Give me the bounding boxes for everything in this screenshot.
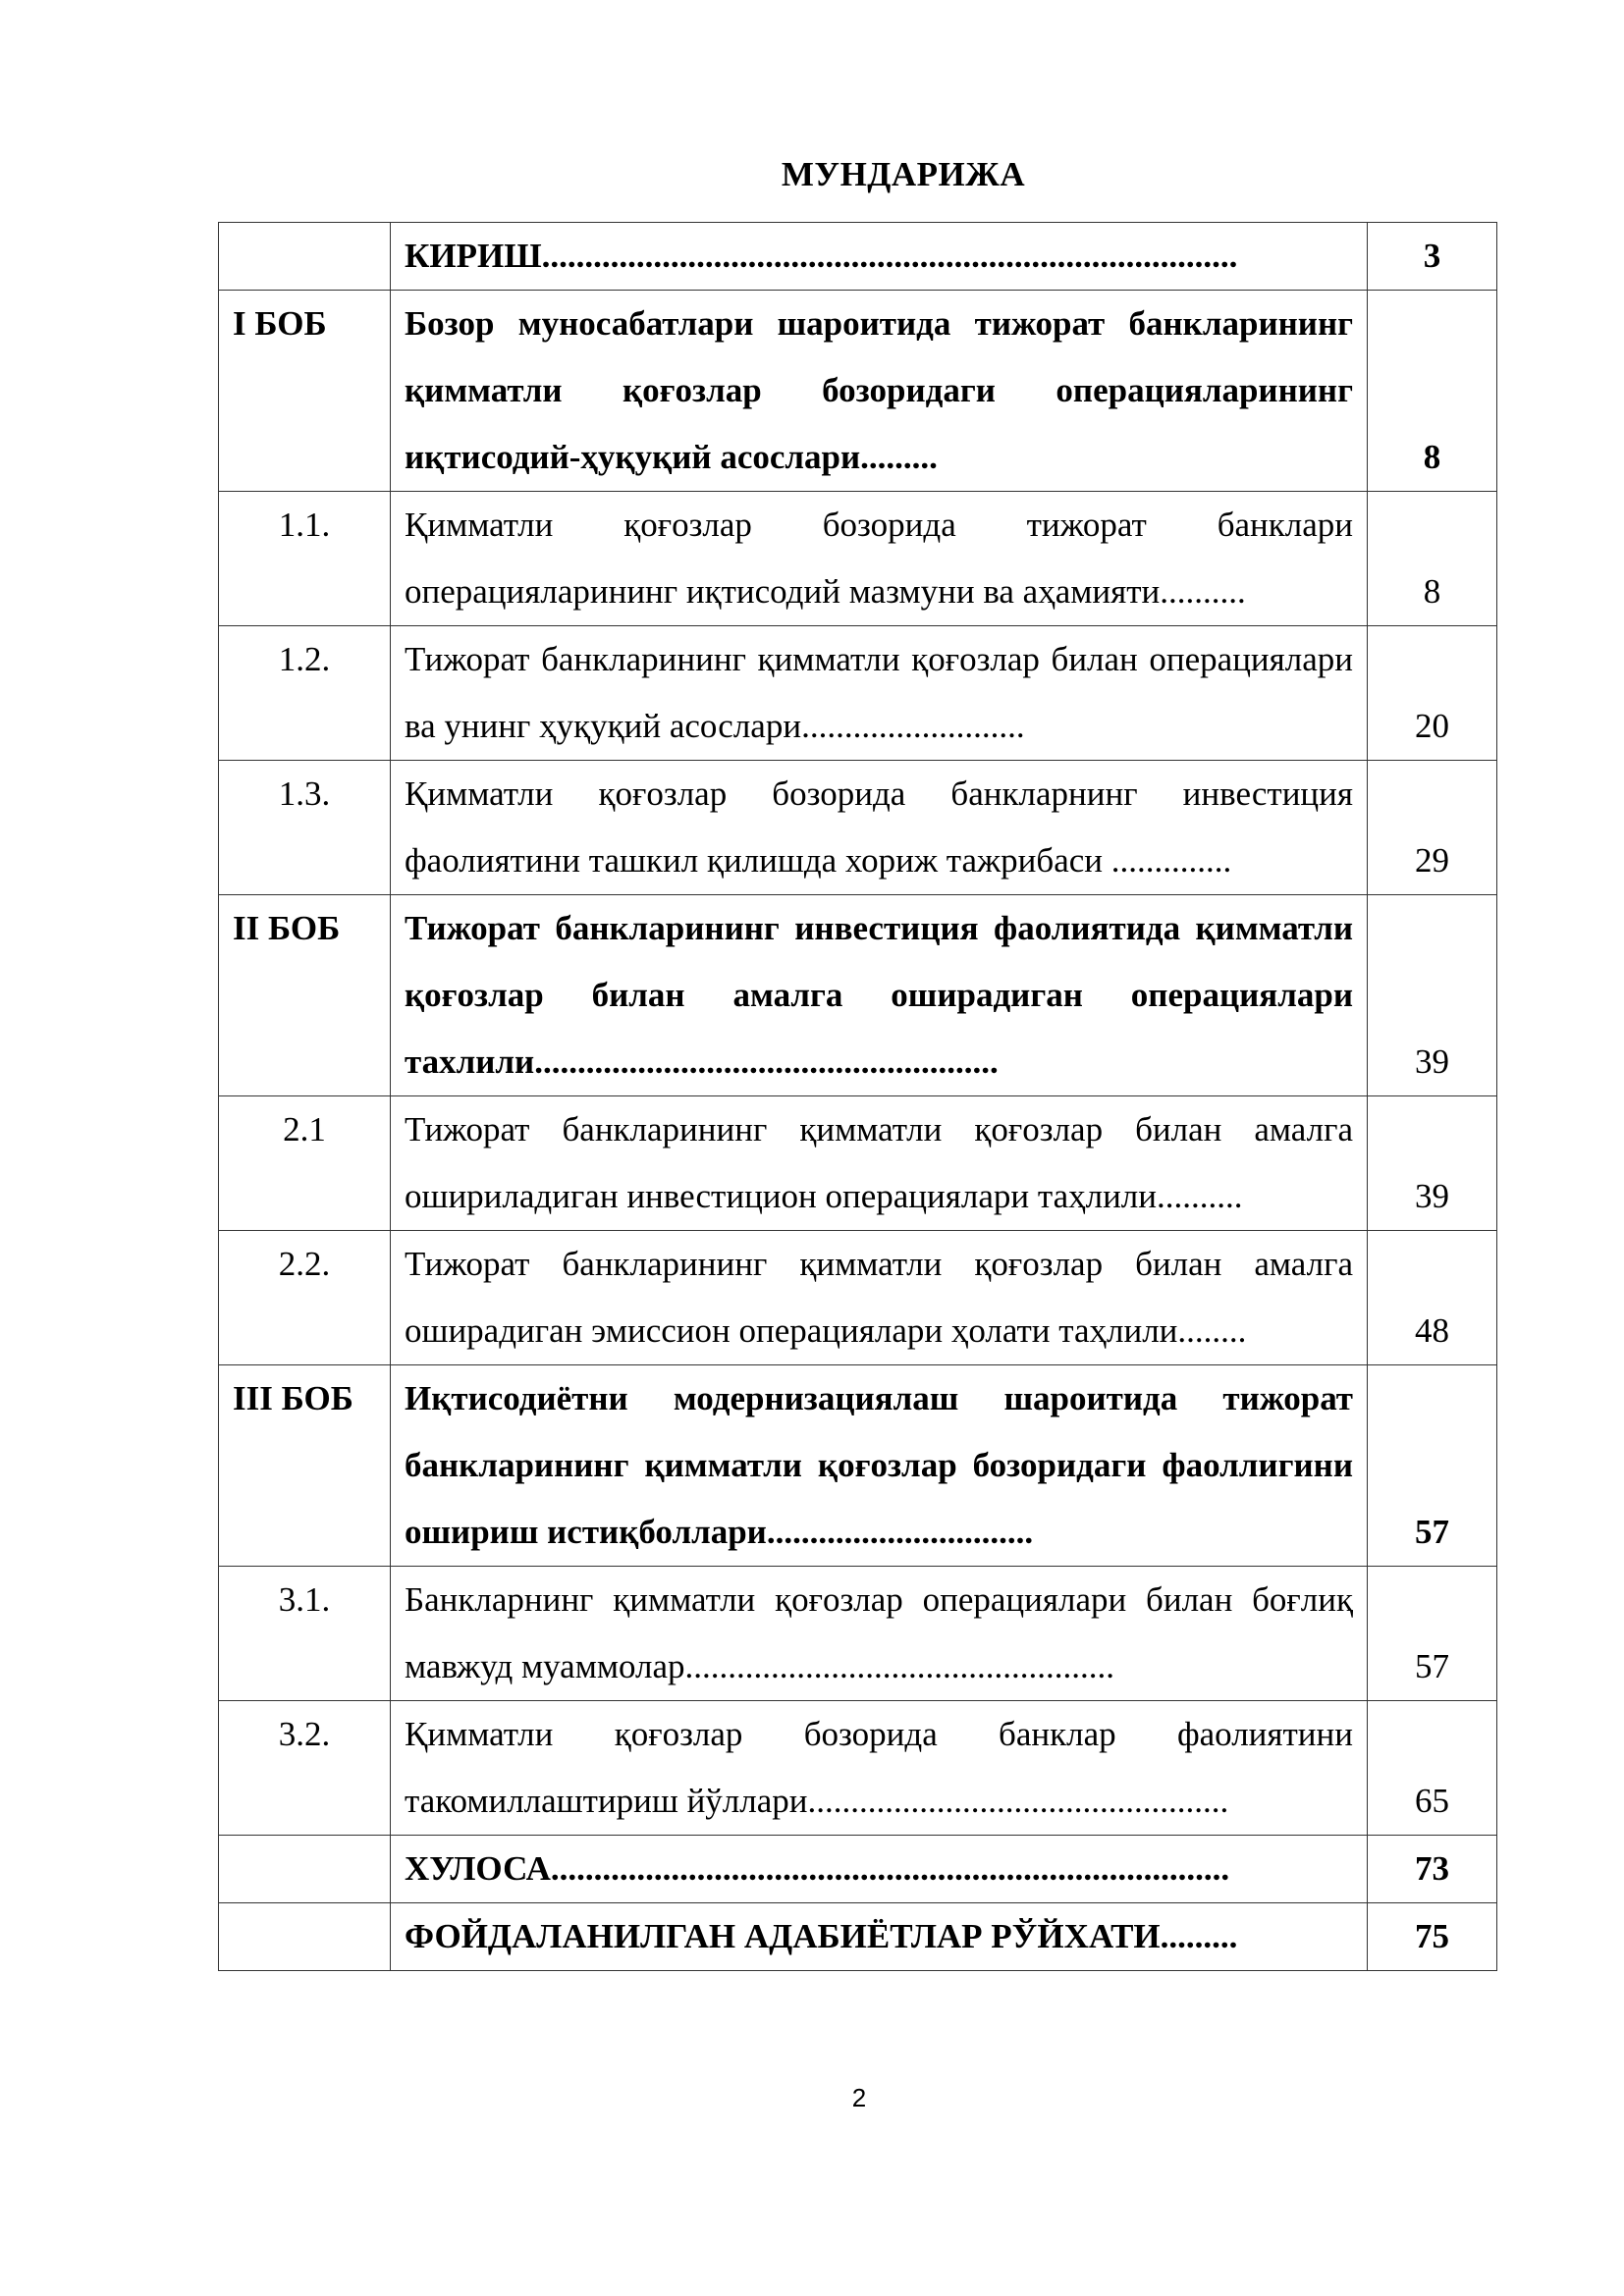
toc-number: 2.2.	[219, 1231, 391, 1365]
toc-row	[219, 895, 1497, 1096]
toc-number: III БОБ	[219, 1365, 391, 1567]
toc-page: 39	[1368, 895, 1497, 1096]
toc-number: 1.2.	[219, 626, 391, 761]
toc-row	[219, 1903, 1497, 1971]
toc-page: 8	[1368, 492, 1497, 626]
toc-body	[219, 223, 1497, 1971]
toc-number	[219, 1836, 391, 1903]
toc-title: Банкларнинг қимматли қоғозлар операциялари билан боғлиқ мавжуд муаммолар..................................................	[391, 1567, 1368, 1701]
toc-row	[219, 291, 1497, 492]
page-number: 2	[851, 2083, 867, 2112]
toc-title: Бозор муносабатлари шароитида тижорат банкларининг қимматли қоғозлар бозоридаги операцияларининг иқтисодий-ҳуқуқий асослари.........	[391, 291, 1368, 492]
toc-number: 1.3.	[219, 761, 391, 895]
toc-number: I БОБ	[219, 291, 391, 492]
toc-title: Тижорат банкларининг инвестиция фаолиятида қимматли қоғозлар билан амалга оширадиган операциялари тахлили......................................................	[391, 895, 1368, 1096]
toc-title: Қимматли қоғозлар бозорида банклар фаолиятини такомиллаштириш йўллари.................................................	[391, 1701, 1368, 1836]
toc-row	[219, 761, 1497, 895]
toc-number: II БОБ	[219, 895, 391, 1096]
toc-row	[219, 1096, 1497, 1231]
toc-row	[219, 492, 1497, 626]
toc-number	[219, 223, 391, 291]
toc-row	[219, 626, 1497, 761]
toc-row	[219, 1836, 1497, 1903]
toc-title: Тижорат банкларининг қимматли қоғозлар билан амалга ошириладиган инвестицион операциялари таҳлили..........	[391, 1096, 1368, 1231]
toc-page: 73	[1368, 1836, 1497, 1903]
toc-title: Қимматли қоғозлар бозорида банкларнинг инвестиция фаолиятини ташкил қилишда хориж тажрибаси ..............	[391, 761, 1368, 895]
toc-title: КИРИШ.................................................................................	[391, 223, 1368, 291]
toc-page: 20	[1368, 626, 1497, 761]
toc-number: 1.1.	[219, 492, 391, 626]
toc-row	[219, 1701, 1497, 1836]
toc-row	[219, 223, 1497, 291]
page-title: МУНДАРИЖА	[781, 155, 1026, 193]
toc-page: 57	[1368, 1567, 1497, 1701]
toc-title: ХУЛОСА...............................................................................	[391, 1836, 1368, 1903]
toc-number: 3.2.	[219, 1701, 391, 1836]
toc-page: 8	[1368, 291, 1497, 492]
toc-page: 75	[1368, 1903, 1497, 1971]
toc-page: 39	[1368, 1096, 1497, 1231]
toc-number: 3.1.	[219, 1567, 391, 1701]
toc-page: 3	[1368, 223, 1497, 291]
toc-row	[219, 1567, 1497, 1701]
toc-row	[219, 1365, 1497, 1567]
toc-title: Иқтисодиётни модернизациялаш шароитида тижорат банкларининг қимматли қоғозлар бозоридаги фаоллигини ошириш истиқболлари...............................	[391, 1365, 1368, 1567]
toc-title: ФОЙДАЛАНИЛГАН АДАБИЁТЛАР РЎЙХАТИ.........	[391, 1903, 1368, 1971]
toc-page: 48	[1368, 1231, 1497, 1365]
toc-page: 57	[1368, 1365, 1497, 1567]
toc-page: 65	[1368, 1701, 1497, 1836]
toc-number: 2.1	[219, 1096, 391, 1231]
toc-title: Тижорат банкларининг қимматли қоғозлар билан операциялари ва унинг ҳуқуқий асослари..........................	[391, 626, 1368, 761]
toc-row	[219, 1231, 1497, 1365]
toc-title: Тижорат банкларининг қимматли қоғозлар билан амалга оширадиган эмиссион операциялари ҳолати таҳлили........	[391, 1231, 1368, 1365]
toc-title: Қимматли қоғозлар бозорида тижорат банклари операцияларининг иқтисодий мазмуни ва аҳамияти..........	[391, 492, 1368, 626]
toc-page: 29	[1368, 761, 1497, 895]
toc-number	[219, 1903, 391, 1971]
table-of-contents	[218, 222, 1497, 1971]
